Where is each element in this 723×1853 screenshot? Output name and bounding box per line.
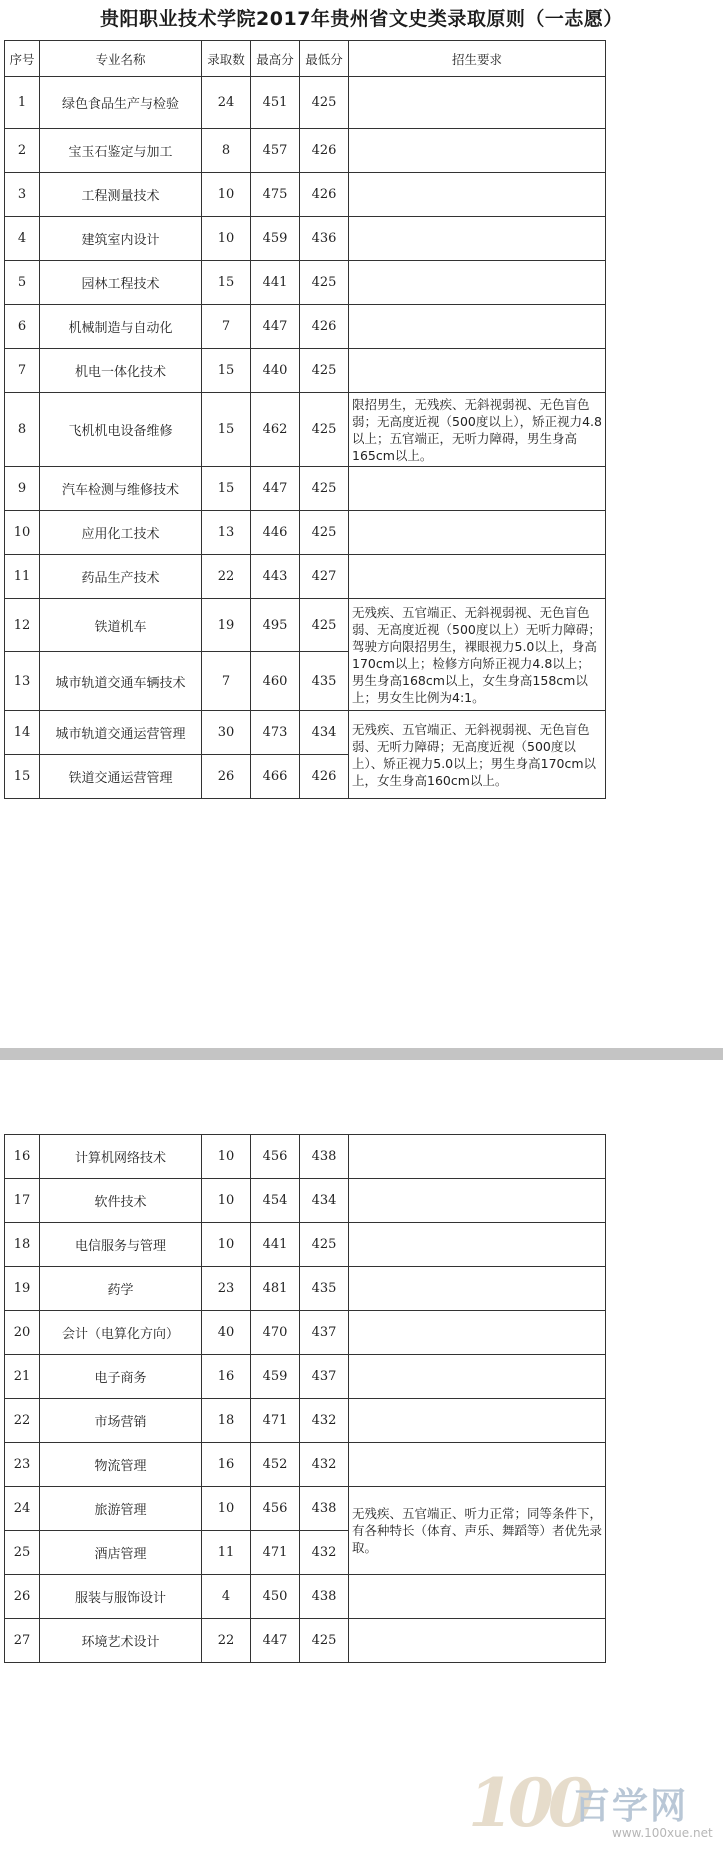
min-score: 432 xyxy=(300,1531,349,1575)
page-separator xyxy=(0,1048,723,1060)
major-name: 绿色食品生产与检验 xyxy=(40,77,202,129)
admission-count: 26 xyxy=(202,755,251,799)
max-score: 462 xyxy=(251,393,300,467)
admission-count: 19 xyxy=(202,599,251,652)
max-score: 495 xyxy=(251,599,300,652)
row-number: 14 xyxy=(5,711,40,755)
major-name: 酒店管理 xyxy=(40,1531,202,1575)
row-number: 17 xyxy=(5,1179,40,1223)
admission-count: 30 xyxy=(202,711,251,755)
major-name: 服装与服饰设计 xyxy=(40,1575,202,1619)
row-number: 20 xyxy=(5,1311,40,1355)
major-name: 旅游管理 xyxy=(40,1487,202,1531)
table-row xyxy=(5,711,606,755)
admission-count: 8 xyxy=(202,129,251,173)
major-name: 工程测量技术 xyxy=(40,173,202,217)
min-score: 438 xyxy=(300,1487,349,1531)
site-name: 百学网 xyxy=(574,1786,689,1827)
table-row xyxy=(5,1311,606,1355)
admission-count: 24 xyxy=(202,77,251,129)
row-number: 11 xyxy=(5,555,40,599)
major-name: 机械制造与自动化 xyxy=(40,305,202,349)
table-row xyxy=(5,1399,606,1443)
min-score: 438 xyxy=(300,1575,349,1619)
requirements-cell xyxy=(349,1179,606,1223)
admission-count: 7 xyxy=(202,305,251,349)
admission-count: 15 xyxy=(202,393,251,467)
row-number: 19 xyxy=(5,1267,40,1311)
min-score: 425 xyxy=(300,261,349,305)
min-score: 427 xyxy=(300,555,349,599)
table-row xyxy=(5,1223,606,1267)
min-score: 436 xyxy=(300,217,349,261)
major-name: 铁道交通运营管理 xyxy=(40,755,202,799)
requirements-cell xyxy=(349,1399,606,1443)
row-number: 15 xyxy=(5,755,40,799)
row-number: 16 xyxy=(5,1135,40,1179)
min-score: 425 xyxy=(300,393,349,467)
max-score: 473 xyxy=(251,711,300,755)
table-row xyxy=(5,261,606,305)
min-score: 426 xyxy=(300,129,349,173)
page-title: 贵阳职业技术学院2017年贵州省文史类录取原则（一志愿） xyxy=(100,8,623,30)
table-row xyxy=(5,393,606,467)
table-row xyxy=(5,1487,606,1531)
major-name: 软件技术 xyxy=(40,1179,202,1223)
admission-count: 22 xyxy=(202,1619,251,1663)
row-number: 21 xyxy=(5,1355,40,1399)
row-number: 4 xyxy=(5,217,40,261)
row-number: 23 xyxy=(5,1443,40,1487)
requirements-cell xyxy=(349,77,606,129)
admission-count: 15 xyxy=(202,467,251,511)
row-number: 3 xyxy=(5,173,40,217)
major-name: 建筑室内设计 xyxy=(40,217,202,261)
max-score: 454 xyxy=(251,1179,300,1223)
max-score: 456 xyxy=(251,1135,300,1179)
requirements-cell xyxy=(349,129,606,173)
header-requirements: 招生要求 xyxy=(349,41,606,77)
max-score: 446 xyxy=(251,511,300,555)
table-row xyxy=(5,1135,606,1179)
min-score: 425 xyxy=(300,1223,349,1267)
admission-count: 15 xyxy=(202,349,251,393)
requirements-cell: 限招男生，无残疾、无斜视弱视、无色盲色弱；无高度近视（500度以上），矫正视力4.8以上；五官端正，无听力障碍，男生身高165cm以上。 xyxy=(349,393,606,467)
requirements-cell: 无残疾、五官端正、听力正常；同等条件下，有各种特长（体育、声乐、舞蹈等）者优先录取。 xyxy=(349,1487,606,1575)
min-score: 435 xyxy=(300,1267,349,1311)
row-number: 22 xyxy=(5,1399,40,1443)
row-number: 27 xyxy=(5,1619,40,1663)
table-row xyxy=(5,1179,606,1223)
major-name: 机电一体化技术 xyxy=(40,349,202,393)
min-score: 425 xyxy=(300,511,349,555)
row-number: 18 xyxy=(5,1223,40,1267)
major-name: 电子商务 xyxy=(40,1355,202,1399)
max-score: 447 xyxy=(251,467,300,511)
admission-count: 10 xyxy=(202,217,251,261)
admission-count: 10 xyxy=(202,1223,251,1267)
major-name: 电信服务与管理 xyxy=(40,1223,202,1267)
admission-count: 18 xyxy=(202,1399,251,1443)
major-name: 应用化工技术 xyxy=(40,511,202,555)
min-score: 432 xyxy=(300,1443,349,1487)
requirements-cell xyxy=(349,305,606,349)
table-row xyxy=(5,599,606,652)
max-score: 450 xyxy=(251,1575,300,1619)
admission-count: 10 xyxy=(202,1135,251,1179)
max-score: 471 xyxy=(251,1531,300,1575)
max-score: 441 xyxy=(251,1223,300,1267)
min-score: 434 xyxy=(300,711,349,755)
max-score: 460 xyxy=(251,652,300,711)
max-score: 456 xyxy=(251,1487,300,1531)
requirements-cell xyxy=(349,1223,606,1267)
major-name: 城市轨道交通运营管理 xyxy=(40,711,202,755)
requirements-cell xyxy=(349,261,606,305)
requirements-cell xyxy=(349,1135,606,1179)
row-number: 8 xyxy=(5,393,40,467)
table-row xyxy=(5,349,606,393)
max-score: 443 xyxy=(251,555,300,599)
max-score: 471 xyxy=(251,1399,300,1443)
admission-count: 15 xyxy=(202,261,251,305)
major-name: 市场营销 xyxy=(40,1399,202,1443)
max-score: 481 xyxy=(251,1267,300,1311)
row-number: 9 xyxy=(5,467,40,511)
admission-count: 40 xyxy=(202,1311,251,1355)
requirements-cell xyxy=(349,467,606,511)
row-number: 2 xyxy=(5,129,40,173)
requirements-cell xyxy=(349,511,606,555)
major-name: 计算机网络技术 xyxy=(40,1135,202,1179)
requirements-cell: 无残疾、五官端正、无斜视弱视、无色盲色弱、无高度近视（500度以上）无听力障碍；驾驶方向限招男生，裸眼视力5.0以上，身高170cm以上；检修方向矫正视力4.8以上；男生身高168cm以上，女生身高158cm以上；男女生比例为4:1。 xyxy=(349,599,606,711)
min-score: 435 xyxy=(300,652,349,711)
min-score: 426 xyxy=(300,755,349,799)
max-score: 459 xyxy=(251,217,300,261)
min-score: 426 xyxy=(300,173,349,217)
requirements-cell xyxy=(349,1619,606,1663)
max-score: 470 xyxy=(251,1311,300,1355)
header-count: 录取数 xyxy=(202,41,251,77)
header-min: 最低分 xyxy=(300,41,349,77)
row-number: 26 xyxy=(5,1575,40,1619)
admission-count: 22 xyxy=(202,555,251,599)
requirements-cell: 无残疾、五官端正、无斜视弱视、无色盲色弱、无听力障碍；无高度近视（500度以上）、矫正视力5.0以上；男生身高170cm以上，女生身高160cm以上。 xyxy=(349,711,606,799)
table-row xyxy=(5,555,606,599)
major-name: 环境艺术设计 xyxy=(40,1619,202,1663)
requirements-cell xyxy=(349,1575,606,1619)
header-max: 最高分 xyxy=(251,41,300,77)
major-name: 飞机机电设备维修 xyxy=(40,393,202,467)
header-no: 序号 xyxy=(5,41,40,77)
row-number: 7 xyxy=(5,349,40,393)
admission-count: 10 xyxy=(202,1487,251,1531)
requirements-cell xyxy=(349,1355,606,1399)
table-row xyxy=(5,1443,606,1487)
min-score: 437 xyxy=(300,1355,349,1399)
row-number: 5 xyxy=(5,261,40,305)
table-row xyxy=(5,467,606,511)
admission-count: 16 xyxy=(202,1355,251,1399)
requirements-cell xyxy=(349,217,606,261)
max-score: 452 xyxy=(251,1443,300,1487)
site-url: www.100xue.net xyxy=(612,1826,713,1840)
table-row xyxy=(5,305,606,349)
max-score: 451 xyxy=(251,77,300,129)
table-header-row xyxy=(5,41,606,77)
min-score: 425 xyxy=(300,349,349,393)
admission-count: 10 xyxy=(202,173,251,217)
table-row xyxy=(5,1575,606,1619)
row-number: 6 xyxy=(5,305,40,349)
major-name: 园林工程技术 xyxy=(40,261,202,305)
max-score: 459 xyxy=(251,1355,300,1399)
admission-count: 13 xyxy=(202,511,251,555)
requirements-cell xyxy=(349,349,606,393)
min-score: 425 xyxy=(300,1619,349,1663)
table-row xyxy=(5,77,606,129)
row-number: 10 xyxy=(5,511,40,555)
max-score: 447 xyxy=(251,1619,300,1663)
admission-count: 16 xyxy=(202,1443,251,1487)
max-score: 440 xyxy=(251,349,300,393)
min-score: 438 xyxy=(300,1135,349,1179)
max-score: 466 xyxy=(251,755,300,799)
requirements-cell xyxy=(349,555,606,599)
admission-count: 11 xyxy=(202,1531,251,1575)
requirements-cell xyxy=(349,1311,606,1355)
max-score: 447 xyxy=(251,305,300,349)
row-number: 13 xyxy=(5,652,40,711)
table-row xyxy=(5,1355,606,1399)
max-score: 475 xyxy=(251,173,300,217)
row-number: 24 xyxy=(5,1487,40,1531)
max-score: 457 xyxy=(251,129,300,173)
requirements-cell xyxy=(349,1443,606,1487)
requirements-cell xyxy=(349,1267,606,1311)
min-score: 425 xyxy=(300,599,349,652)
major-name: 宝玉石鉴定与加工 xyxy=(40,129,202,173)
major-name: 汽车检测与维修技术 xyxy=(40,467,202,511)
major-name: 城市轨道交通车辆技术 xyxy=(40,652,202,711)
logo-number: 100 xyxy=(468,1764,588,1842)
major-name: 会计（电算化方向） xyxy=(40,1311,202,1355)
major-name: 铁道机车 xyxy=(40,599,202,652)
table-row xyxy=(5,173,606,217)
admission-count: 10 xyxy=(202,1179,251,1223)
min-score: 437 xyxy=(300,1311,349,1355)
requirements-cell xyxy=(349,173,606,217)
admission-table-part2 xyxy=(4,1134,606,1663)
major-name: 物流管理 xyxy=(40,1443,202,1487)
admission-count: 23 xyxy=(202,1267,251,1311)
table-row xyxy=(5,129,606,173)
watermark-logo xyxy=(462,1760,717,1850)
table-row xyxy=(5,217,606,261)
min-score: 426 xyxy=(300,305,349,349)
admission-count: 7 xyxy=(202,652,251,711)
min-score: 434 xyxy=(300,1179,349,1223)
table-row xyxy=(5,1619,606,1663)
admission-table-part1 xyxy=(4,40,606,799)
row-number: 12 xyxy=(5,599,40,652)
row-number: 1 xyxy=(5,77,40,129)
min-score: 432 xyxy=(300,1399,349,1443)
header-major: 专业名称 xyxy=(40,41,202,77)
min-score: 425 xyxy=(300,77,349,129)
admission-count: 4 xyxy=(202,1575,251,1619)
table-row xyxy=(5,1267,606,1311)
major-name: 药学 xyxy=(40,1267,202,1311)
max-score: 441 xyxy=(251,261,300,305)
row-number: 25 xyxy=(5,1531,40,1575)
table-row xyxy=(5,511,606,555)
min-score: 425 xyxy=(300,467,349,511)
major-name: 药品生产技术 xyxy=(40,555,202,599)
